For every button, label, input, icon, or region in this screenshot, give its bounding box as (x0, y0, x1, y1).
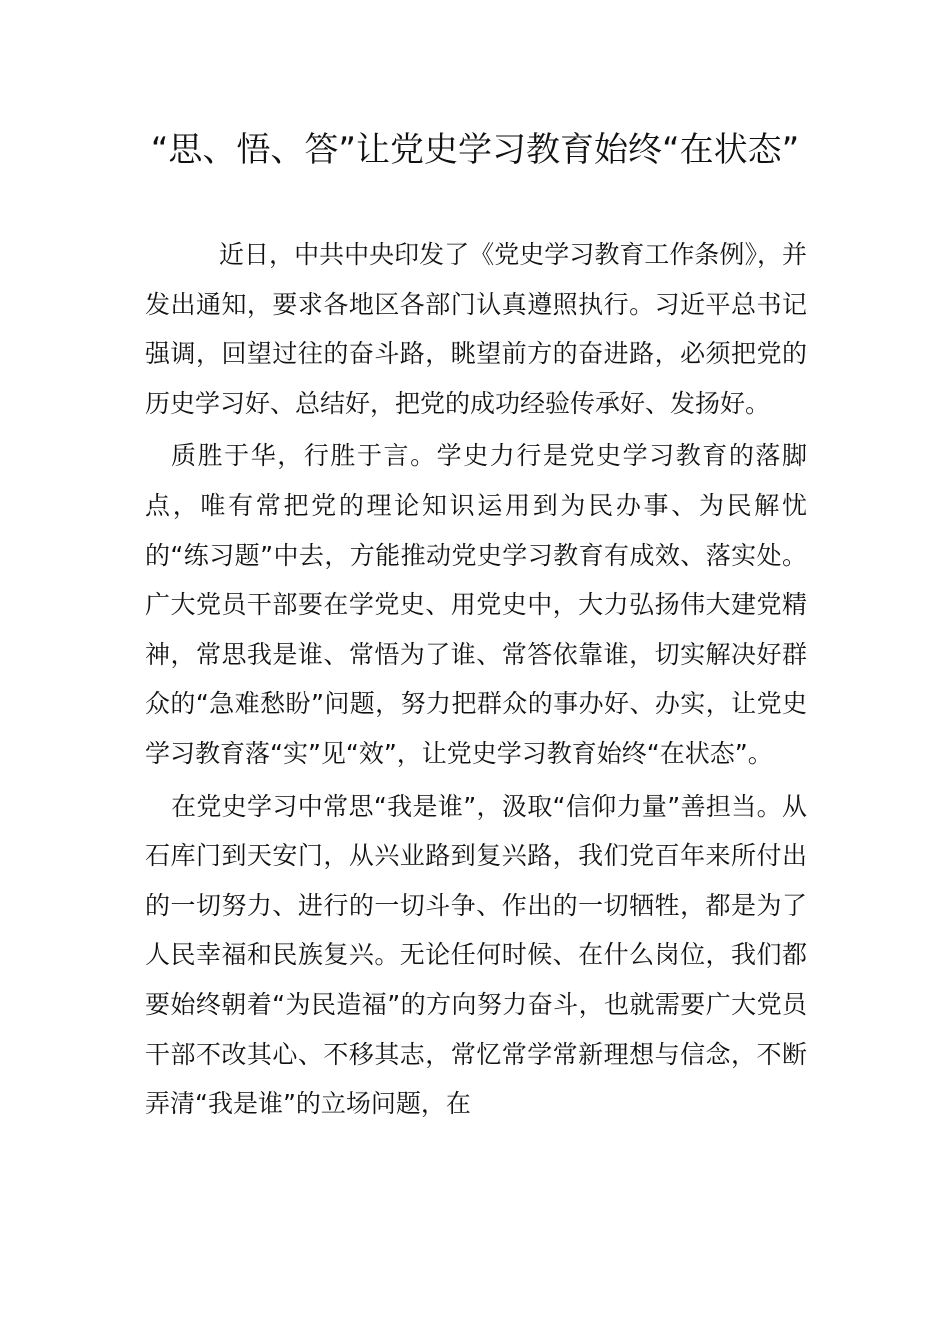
paragraph-1: 近日，中共中央印发了《党史学习教育工作条例》，并发出通知，要求各地区各部门认真遵照执行。习近平总书记强调，回望过往的奋斗路，眺望前方的奋进路，必须把党的历史学习好、总结好，把党的成功经验传承好、发扬好。 (145, 240, 807, 418)
paragraph-3: 在党史学习中常思“我是谁”，汲取“信仰力量”善担当。从石库门到天安门，从兴业路到复兴路，我们党百年来所付出的一切努力、进行的一切斗争、作出的一切牺牲，都是为了人民幸福和民族复兴。无论任何时候、在什么岗位，我们都要始终朝着“为民造福”的方向努力奋斗，也就需要广大党员干部不改其心、不移其志，常忆常学常新理想与信念，不断弄清“我是谁”的立场问题，在 (145, 791, 807, 1119)
paragraph-2: 质胜于华，行胜于言。学史力行是党史学习教育的落脚点，唯有常把党的理论知识运用到为民办事、为民解忧的“练习题”中去，方能推动党史学习教育有成效、落实处。广大党员干部要在学党史、用党史中，大力弘扬伟大建党精神，常思我是谁、常悟为了谁、常答依靠谁，切实解决好群众的“急难愁盼”问题，努力把群众的事办好、办实，让党史学习教育落“实”见“效”，让党史学习教育始终“在状态”。 (145, 441, 807, 768)
document-body (145, 230, 807, 1132)
document-title: “思、悟、答”让党史学习教育始终“在状态” (150, 130, 800, 170)
